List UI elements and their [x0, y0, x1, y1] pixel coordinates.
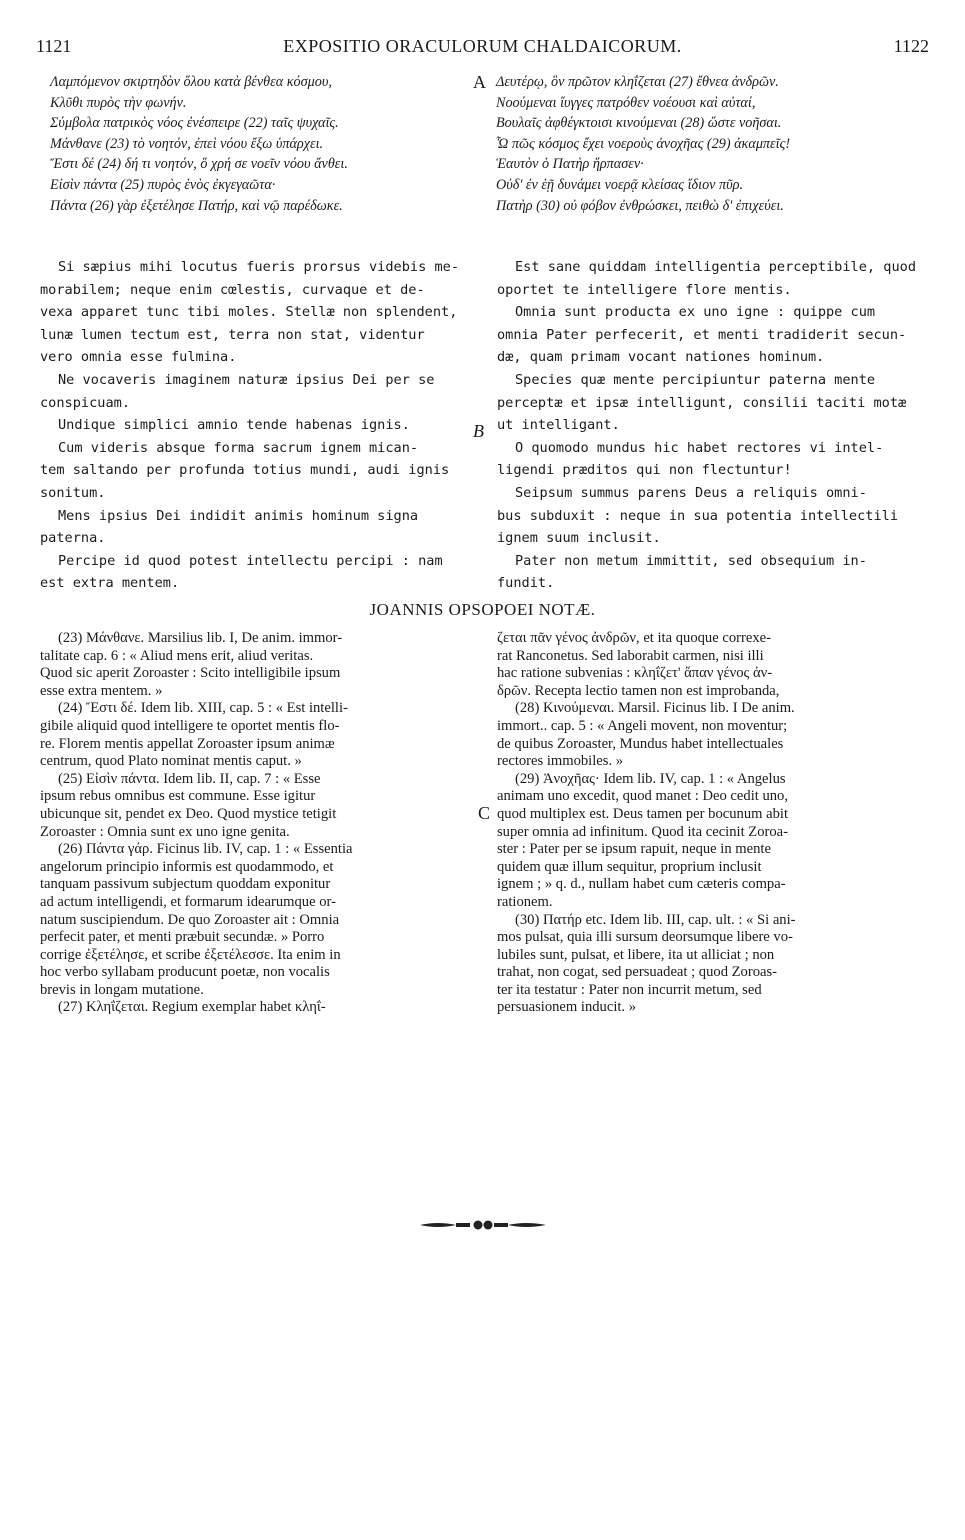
latin-translation-line: Si sæpius mihi locutus fueris prorsus videbis me- [58, 259, 460, 275]
greek-verses-left [50, 72, 470, 216]
greek-verses-right [496, 72, 936, 216]
note-line: rat Ranconetus. Sed laborabit carmen, nisi illi [497, 647, 764, 664]
note-line: (30) Πατήρ etc. Idem lib. III, cap. ult. : « Si ani- [515, 911, 796, 928]
note-line: (24) Ἔστι δέ. Idem lib. XIII, cap. 5 : « Est intelli- [58, 700, 348, 717]
note-line: quod multiplex est. Deus tamen per bocunum abit [497, 805, 789, 822]
greek-verse-line: Εἰσὶν πάντα (25) πυρὸς ἑνὸς ἐκγεγαῶτα· [50, 176, 276, 193]
column-marker-a: A [473, 72, 486, 92]
note-line: quidem quæ illum sequitur, proprium inclusit [497, 858, 762, 875]
note-line: δρῶν. Recepta lectio tamen non est improbanda, [497, 682, 780, 699]
note-line: natum suscipiendum. De quo Zoroaster ait : Omnia [40, 911, 340, 928]
greek-verse-line: Δευτέρῳ, ὃν πρῶτον κληΐζεται (27) ἔθνεα ἀνδρῶν. [496, 74, 779, 90]
greek-verse-line: Λαμπόμενον σκιρτηδὸν ὅλου κατὰ βένθεα κόσμου, [50, 74, 332, 90]
latin-translation-line: ignem suum inclusit. [497, 530, 661, 547]
latin-translation-right [497, 256, 937, 595]
note-line: ignem ; » q. d., nullam habet cum cæteris compa- [497, 876, 786, 893]
latin-translation-line: vexa apparet tunc tibi moles. Stellæ non splendent, [40, 304, 458, 321]
note-line: mos pulsat, quia illi sursum deorsumque libere vo- [497, 929, 793, 946]
note-line: ad actum intelligendi, et formarum idearumque or- [40, 893, 336, 910]
note-line: Quod sic aperit Zoroaster : Scito intelligibile ipsum [40, 665, 341, 682]
latin-translation-line: tem saltando per profunda totius mundi, audi ignis [40, 462, 450, 479]
greek-verse-line: Ἔστι δέ (24) δή τι νοητόν, ὅ χρή σε νοεῖν νόου ἄνθει. [50, 156, 348, 173]
note-line: (28) Κινούμεναι. Marsil. Ficinus lib. I De anim. [515, 700, 795, 717]
note-line: (27) Κληΐζεται. Regium exemplar habet κληΐ- [58, 999, 326, 1016]
latin-translation-line: Seipsum summus parens Deus a reliquis omni- [515, 484, 867, 501]
latin-translation-line: Species quæ mente percipiuntur paterna mente [515, 371, 876, 388]
greek-verse-line: Οὐδ' ἐν ἑῇ δυνάμει νοερᾷ κλείσας ἴδιον πῦρ. [496, 176, 744, 193]
greek-verse-line: Κλῦθι πυρὸς τὴν φωνήν. [50, 94, 187, 111]
latin-translation-line: Mens ipsius Dei indidit animis hominum signa [58, 507, 419, 524]
note-line: trahat, non cogat, sed persuadeat ; quod Zoroas- [497, 964, 778, 981]
latin-translation-line: oportet te intelligere flore mentis. [497, 281, 792, 298]
note-line: ipsum rebus omnibus est commune. Esse igitur [40, 788, 316, 805]
column-marker-b: B [473, 421, 484, 441]
latin-translation-line: lunæ lumen tectum est, terra non stat, videntur [40, 326, 425, 343]
latin-translation-line: fundit. [497, 575, 555, 592]
notes-column-left [40, 630, 472, 1017]
running-header [36, 36, 929, 60]
greek-verse-line: Βουλαῖς ἀφθέγκτοισι κινούμεναι (28) ὥστε νοῆσαι. [496, 115, 782, 132]
latin-translation-line: paterna. [40, 530, 106, 547]
latin-translation-line: conspicuam. [40, 394, 131, 411]
note-line: centrum, quod Plato nominat mentis caput. » [40, 753, 302, 770]
note-line: gibile aliquid quod intelligere te oportet mentis flo- [40, 717, 340, 734]
latin-translation-line: Percipe id quod potest intellectu percipi : nam [58, 552, 443, 569]
latin-translation-line: perceptæ et ipsæ intelligunt, consilii taciti motæ [497, 394, 907, 411]
latin-translation-line: Ne vocaveris imaginem naturæ ipsius Dei per se [58, 371, 435, 388]
note-line: ter ita testatur : Pater non incurrit metum, sed [497, 981, 762, 998]
note-line: corrige ἐξετέλησε, et scribe ἐξετέλεσσε. Ita enim in [40, 946, 341, 963]
greek-verse-line: Μάνθανε (23) τὸ νοητόν, ἐπεὶ νόου ἔξω ὑπάρχει. [50, 135, 324, 152]
note-line: talitate cap. 6 : « Aliud mens erit, aliud veritas. [40, 647, 314, 664]
latin-translation-line: vero omnia esse fulmina. [40, 349, 237, 366]
note-line: hac ratione subvenias : κληΐζετ' ἅπαν γένος ἀν- [497, 665, 773, 682]
greek-verse-line: Ὦ πῶς κόσμος ἔχει νοεροὺς ἀνοχῆας (29) ἀκαμπεῖς! [496, 135, 791, 152]
greek-verse-line: Ἑαυτὸν ὁ Πατὴρ ἥρπασεν· [496, 156, 644, 173]
notes-column-right [497, 630, 937, 1017]
note-line: lubiles sunt, pulsat, et libere, ita ut alliciat ; non [497, 946, 775, 963]
latin-translation-line: Omnia sunt producta ex uno igne : quippe cum [515, 304, 876, 321]
latin-translation-line: est extra mentem. [40, 575, 180, 592]
notes-heading: JOANNIS OPSOPOEI NOTÆ. [369, 600, 596, 619]
end-ornament [418, 1219, 548, 1231]
latin-translation-line: ligendi præditos qui non flectuntur! [497, 462, 792, 479]
note-line: super omnia ad infinitum. Quod ita cecinit Zoroa- [497, 823, 788, 840]
latin-translation-line: bus subduxit : neque in sua potentia intellectili [497, 507, 899, 524]
running-title: EXPOSITIO ORACULORUM CHALDAICORUM. [283, 36, 682, 56]
latin-translation-line: Undique simplici amnio tende habenas ignis. [58, 417, 410, 434]
note-line: ζεται πᾶν γένος ἀνδρῶν, et ita quoque correxe- [497, 630, 771, 646]
note-line: de quibus Zoroaster, Mundus habet intellectuales [497, 735, 784, 752]
greek-verse-line: Πάντα (26) γὰρ ἐξετέλησε Πατήρ, καὶ νῷ παρέδωκε. [50, 197, 343, 214]
note-line: hoc verbo syllabam producunt poetæ, non vocalis [40, 964, 330, 981]
note-line: angelorum principio informis est quodammodo, et [40, 858, 334, 875]
note-line: re. Florem mentis appellat Zoroaster ipsum animæ [40, 735, 335, 752]
note-line: perfecit pater, et menti præbuit secundæ. » Porro [40, 929, 325, 946]
note-line: animam uno excedit, quod manet : Deo cedit uno, [497, 788, 788, 805]
column-marker-c: C [478, 803, 491, 823]
latin-translation-line: O quomodo mundus hic habet rectores vi intel- [515, 439, 884, 456]
note-line: persuasionem inducit. » [497, 999, 637, 1016]
latin-translation-line: Est sane quiddam intelligentia perceptibile, quod [515, 259, 917, 275]
note-line: rationem. [497, 893, 553, 910]
note-line: ubicunque sit, pendet ex Deo. Quod mystice tetigit [40, 805, 337, 822]
latin-translation-line: Cum videris absque forma sacrum ignem mican- [58, 439, 419, 456]
note-line: rectores immobiles. » [497, 753, 624, 770]
note-line: (23) Μάνθανε. Marsilius lib. I, De anim. immor- [58, 630, 343, 646]
note-line: tanquam passivum subjectum quoddam exponitur [40, 876, 331, 893]
note-line: esse extra mentem. » [40, 682, 163, 699]
note-line: (25) Εἰσὶν πάντα. Idem lib. II, cap. 7 : « Esse [58, 770, 321, 787]
note-line: brevis in longam mutatione. [40, 981, 204, 998]
latin-translation-line: omnia Pater perfecerit, et menti tradiderit secun- [497, 326, 907, 343]
page-number-left: 1121 [36, 36, 72, 56]
page-number-right: 1122 [893, 36, 929, 56]
latin-translation-line: dæ, quam primam vocant nationes hominum. [497, 349, 825, 366]
note-line: (26) Πάντα γάρ. Ficinus lib. IV, cap. 1 : « Essentia [58, 841, 353, 858]
note-line: (29) Ἀνοχῆας· Idem lib. IV, cap. 1 : « Angelus [515, 770, 786, 787]
greek-verse-line: Σύμβολα πατρικὸς νόος ἐνέσπειρε (22) ταῖς ψυχαῖς. [50, 115, 339, 132]
greek-verse-line: Νοούμεναι ἴυγγες πατρόθεν νοέουσι καὶ αὐταί, [496, 94, 756, 111]
greek-verse-line: Πατὴρ (30) οὐ φόβον ἐνθρώσκει, πειθὼ δ' ἐπιχεύει. [496, 197, 784, 214]
note-line: Zoroaster : Omnia sunt ex uno igne genita. [40, 823, 290, 840]
latin-translation-left [40, 256, 480, 595]
latin-translation-line: morabilem; neque enim cœlestis, curvaque et de- [40, 281, 425, 298]
note-line: ster : Pater per se ipsum rapuit, neque in mente [497, 841, 771, 858]
latin-translation-line: Pater non metum immittit, sed obsequium in- [515, 552, 867, 569]
note-line: immort.. cap. 5 : « Angeli movent, non moventur; [497, 717, 788, 734]
latin-translation-line: ut intelligant. [497, 417, 620, 434]
latin-translation-line: sonitum. [40, 484, 106, 501]
